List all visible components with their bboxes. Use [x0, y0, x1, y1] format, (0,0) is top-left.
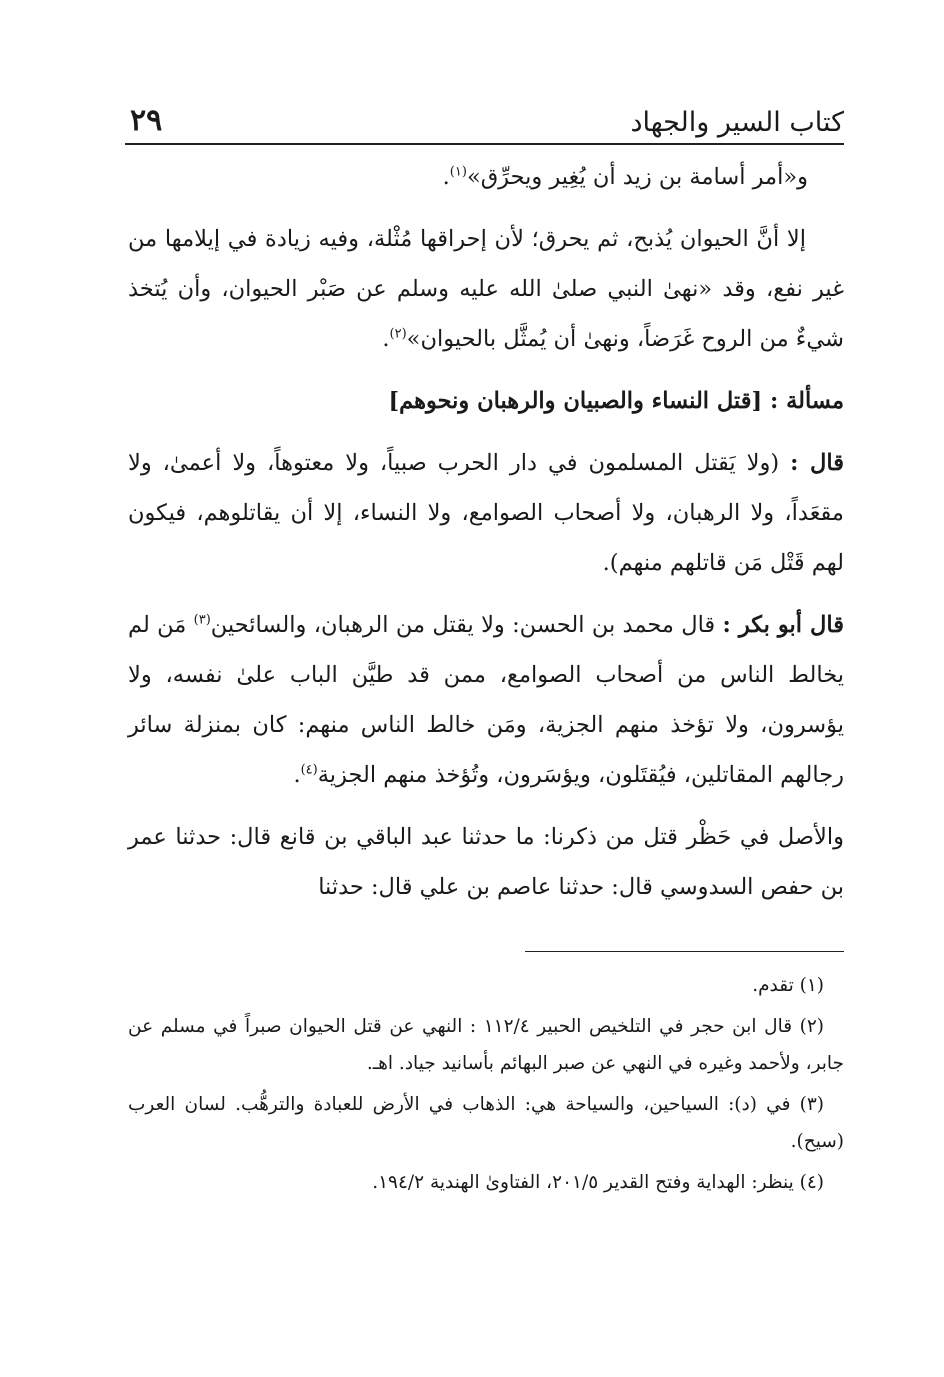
paragraph-1-text: و«أمر أسامة بن زيد أن يُغِير ويحرِّق»	[466, 164, 808, 190]
section-heading: مسألة : [قتل النساء والصبيان والرهبان ونحوهم]	[388, 388, 844, 414]
footnote-2: (٢) قال ابن حجر في التلخيص الحبير ١١٢/٤ : النهي عن قتل الحيوان صبراً في مسلم عن جابر، ولأحمد وغيره في النهي عن صبر البهائم بأسانيد جياد. اهـ.	[128, 1016, 844, 1074]
running-header	[128, 88, 844, 138]
paragraph-1	[128, 152, 844, 202]
footnote-ref-4: (٤)	[300, 762, 318, 778]
footnote-ref-1: (١)	[449, 164, 467, 180]
paragraph-2-end: .	[382, 326, 390, 352]
header-rule	[125, 143, 844, 145]
paragraph-1-end: .	[442, 164, 450, 190]
paragraph-5: والأصل في حَظْر قتل من ذكرنا: ما حدثنا عبد الباقي بن قانع قال: حدثنا عمر بن حفص السدوسي قال: حدثنا عاصم بن علي قال: حدثنا	[128, 824, 844, 900]
paragraph-2-text: إلا أنَّ الحيوان يُذبح، ثم يحرق؛ لأن إحراقها مُثْلة، وفيه زيادة في إيلامها من غير نفع، وقد «نهىٰ النبي صلىٰ الله عليه وسلم عن صَبْر الحيوان، وأن يُتخذ شيءٌ من الروح غَرَضاً، ونهىٰ أن يُمثَّل بالحيوان»	[128, 226, 844, 352]
footnotes	[128, 967, 844, 1205]
footnote-ref-3: (٣)	[193, 612, 211, 628]
paragraph-4-lead: قال أبو بكر :	[722, 612, 844, 638]
paragraph-4-end: .	[293, 762, 301, 788]
paragraph-3	[128, 438, 844, 588]
paragraph-3-text: (ولا يَقتل المسلمون في دار الحرب صبياً، ولا معتوهاً، ولا أعمىٰ، ولا مقعَداً، ولا الرهبان، ولا أصحاب الصوامع، ولا النساء، إلا أن يقاتلوهم، فيكون لهم قَتْل مَن قاتلهم منهم).	[128, 450, 844, 576]
paragraph-2	[128, 214, 844, 364]
footnote-4: (٤) ينظر: الهداية وفتح القدير ٢٠١/٥، الفتاوىٰ الهندية ١٩٤/٢.	[372, 1172, 824, 1193]
footnote-3: (٣) في (د): السياحين، والسياحة هي: الذهاب في الأرض للعبادة والترهُّب. لسان العرب (سيح).	[128, 1094, 844, 1152]
paragraph-3-lead: قال :	[790, 450, 844, 476]
footnote-1: (١) تقدم.	[752, 975, 824, 996]
paragraph-4	[128, 600, 844, 800]
paragraph-4-text-b: مَن لم يخالط الناس من أصحاب الصوامع، ممن قد طيَّن الباب علىٰ نفسه، ولا يؤسرون، ولا تؤخذ منهم الجزية، ومَن خالط الناس منهم: كان بمنزلة سائر رجالهم المقاتلين، فيُقتَلون، ويؤسَرون، وتُؤخذ منهم الجزية	[128, 612, 844, 788]
footnote-rule	[525, 951, 844, 952]
book-title: كتاب السير والجهاد	[630, 107, 844, 138]
main-text	[128, 152, 844, 924]
footnote-ref-2: (٢)	[389, 326, 407, 342]
paragraph-4-text-a: قال محمد بن الحسن: ولا يقتل من الرهبان، والسائحين	[210, 612, 723, 638]
page-number: ٢٩	[130, 103, 163, 138]
